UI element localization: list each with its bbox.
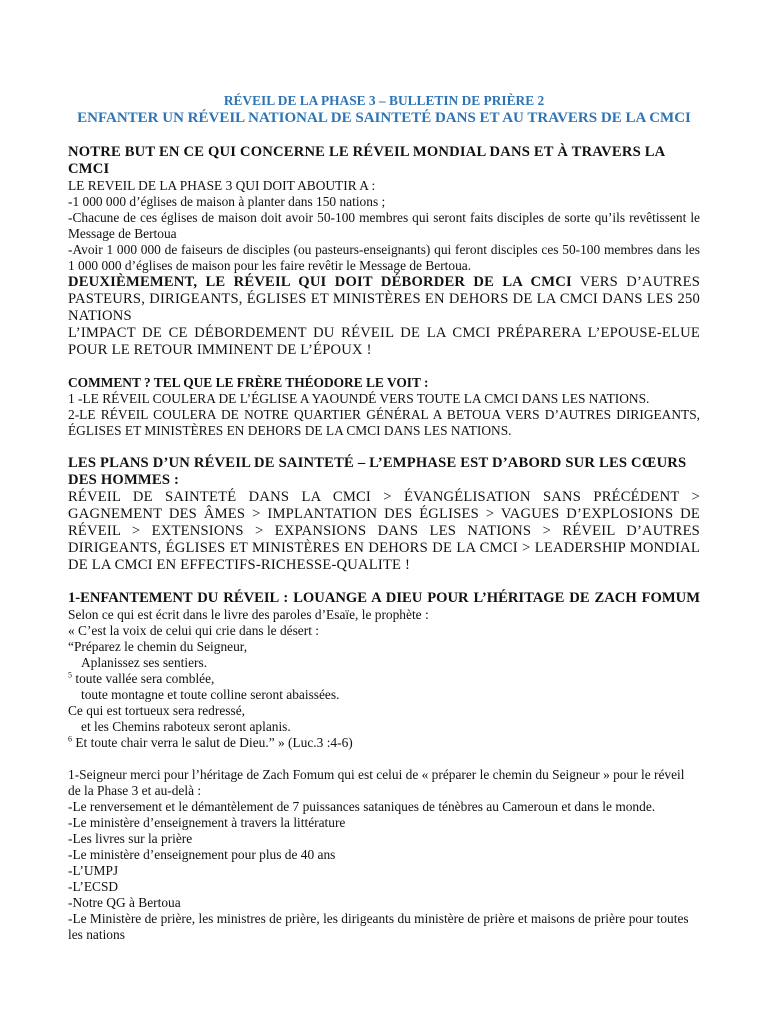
section-goal-heading: NOTRE BUT EN CE QUI CONCERNE LE RÉVEIL MONDIAL DANS ET À TRAVERS LA CMCI [68, 144, 665, 177]
verse-line [68, 735, 700, 751]
verse-line [68, 671, 700, 687]
verse-line [68, 719, 700, 735]
section-goal-intro: LE REVEIL DE LA PHASE 3 QUI DOIT ABOUTIR A : [68, 178, 376, 193]
how-line-2: 2-LE RÉVEIL COULERA DE NOTRE QUARTIER GÉNÉRAL A BETOUA VERS D’AUTRES DIRIGEANTS, ÉGLISES ET MINISTÈRES EN DEHORS DE LA CMCI DANS LES NATIONS. [68, 407, 700, 438]
verse-text: toute vallée sera comblée, [72, 671, 215, 686]
verse-text: et les Chemins raboteux seront aplanis. [81, 719, 291, 734]
heritage-item: -Le renversement et le démantèlement de 7 puissances sataniques de ténèbres au Cameroun et dans le monde. [68, 799, 656, 814]
section-plans-body: RÉVEIL DE SAINTETÉ DANS LA CMCI > ÉVANGÉLISATION SANS PRÉCÉDENT > GAGNEMENT DES ÂMES > IMPLANTATION DES ÉGLISES > VAGUES D’EXPLOSIONS DE RÉVEIL > EXTENSIONS > EXPANSIONS DANS LES NATIONS > RÉVEIL D’AUTRES DIRIGEANTS, ÉGLISES ET MINISTÈRES EN DEHORS DE LA CMCI > LEADERSHIP MONDIAL DE LA CMCI EN EFFECTIFS-RICHESSE-QUALITE ! [68, 489, 700, 573]
bulletin-title: RÉVEIL DE LA PHASE 3 – BULLETIN DE PRIÈRE 2 [223, 93, 545, 108]
verse-line [68, 655, 700, 671]
verse-line [68, 639, 700, 655]
thanks-paragraph: 1-Seigneur merci pour l’héritage de Zach Fomum qui est celui de « préparer le chemin du Seigneur » pour le réveil de la Phase 3 et au-delà : [68, 767, 685, 798]
section-how-heading: COMMENT ? TEL QUE LE FRÈRE THÉODORE LE VOIT : [68, 375, 429, 390]
heritage-item: -L’UMPJ [68, 863, 119, 878]
second-point-bold: DEUXIÈMEMENT, LE RÉVEIL QUI DOIT DÉBORDER DE LA CMCI [68, 274, 572, 290]
verse-line [68, 703, 700, 719]
verse-text: « C’est la voix de celui qui crie dans le désert : [68, 623, 319, 638]
verse-number: 6 [68, 734, 72, 744]
verse-text: Aplanissez ses sentiers. [81, 655, 208, 670]
verse-text: Et toute chair verra le salut de Dieu.” » (Luc.3 :4-6) [72, 735, 353, 750]
section-birth-intro: Selon ce qui est écrit dans le livre des paroles d’Esaïe, le prophète : [68, 607, 429, 622]
section-how [68, 375, 700, 439]
heritage-item: -Le Ministère de prière, les ministres de prière, les dirigeants du ministère de prière et maisons de prière pour toutes les nations [68, 911, 689, 942]
second-point-rest: VERS D’AUTRES PASTEURS, DIRIGEANTS, ÉGLISES ET MINISTÈRES EN DEHORS DE LA CMCI DANS LES 250 NATIONS [68, 274, 701, 324]
heritage-item: -Le ministère d’enseignement pour plus de 40 ans [68, 847, 336, 862]
impact-text: L’IMPACT DE CE DÉBORDEMENT DU RÉVEIL DE LA CMCI PRÉPARERA L’EPOUSE-ELUE POUR LE RETOUR IMMINENT DE L’ÉPOUX ! [68, 325, 700, 358]
section-birth-heading: 1-ENFANTEMENT DU RÉVEIL : LOUANGE A DIEU POUR L’HÉRITAGE DE ZACH FOMUM [68, 590, 700, 606]
verse-text: toute montagne et toute colline seront abaissées. [81, 687, 340, 702]
verse-text: “Préparez le chemin du Seigneur, [68, 639, 248, 654]
section-birth-heading-line [68, 590, 700, 607]
second-point [68, 274, 700, 325]
heritage-item: -Notre QG à Bertoua [68, 895, 181, 910]
section-plans [68, 455, 700, 574]
document-content [68, 93, 700, 943]
verse-text: Ce qui est tortueux sera redressé, [68, 703, 245, 718]
heritage-item: -Les livres sur la prière [68, 831, 193, 846]
section-plans-heading: LES PLANS D’UN RÉVEIL DE SAINTETÉ – L’EMPHASE EST D’ABORD SUR LES CŒURS DES HOMMES : [68, 455, 687, 488]
verse-line [68, 623, 700, 639]
how-line-1: 1 -LE RÉVEIL COULERA DE L’ÉGLISE A YAOUNDÉ VERS TOUTE LA CMCI DANS LES NATIONS. [68, 391, 650, 406]
goal-item: -Avoir 1 000 000 de faiseurs de disciples (ou pasteurs-enseignants) qui feront disciples ces 50-100 membres dans les 1 000 000 d’églises de maison pour les faire revêtir le Message de Bertoua. [68, 242, 700, 273]
section-birth [68, 590, 700, 943]
verse-line [68, 687, 700, 703]
goal-item: -1 000 000 d’églises de maison à planter dans 150 nations ; [68, 194, 386, 209]
heritage-item: -Le ministère d’enseignement à travers la littérature [68, 815, 346, 830]
goal-item: -Chacune de ces églises de maison doit avoir 50-100 membres qui seront faits disciples de sorte qu’ils revêtissent le Message de Bertoua [68, 210, 700, 241]
section-goal [68, 144, 700, 359]
heritage-item: -L’ECSD [68, 879, 119, 894]
verse-number: 5 [68, 670, 72, 680]
bulletin-subtitle: ENFANTER UN RÉVEIL NATIONAL DE SAINTETÉ DANS ET AU TRAVERS DE LA CMCI [77, 110, 691, 126]
